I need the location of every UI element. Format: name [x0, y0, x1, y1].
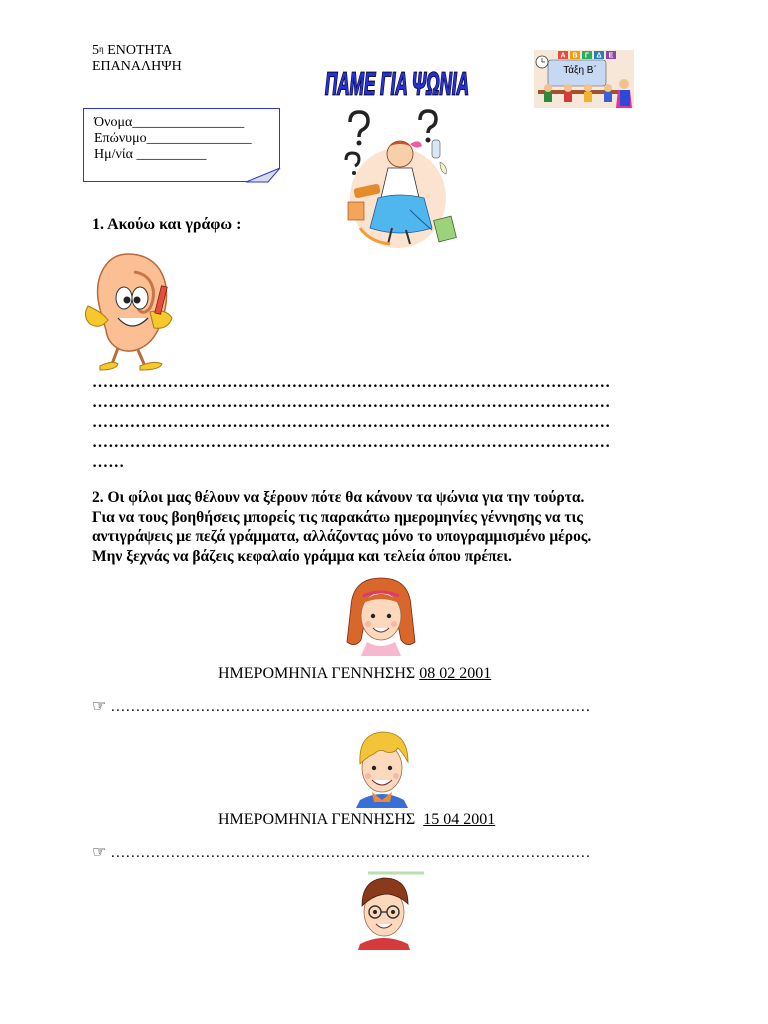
instruction-line: Μην ξεχνάς να βάζεις κεφαλαίο γράμμα και τελεία όπου πρέπει. — [92, 547, 512, 565]
class-badge-illustration — [534, 50, 634, 108]
writing-line[interactable]: …………………………………………………………………………………… — [92, 374, 611, 391]
ear-mascot-illustration — [78, 250, 178, 372]
unit-number: 5 — [92, 43, 99, 58]
letter-block-label: A — [560, 52, 566, 60]
birth-date-label: ΗΜΕΡΟΜΗΝΙΑ ΓΕΝΝΗΣΗΣ — [218, 811, 416, 828]
instruction-line: αντιγράψεις με πεζά γράμματα, αλλάζοντας μόνο το υπογραμμισμένο μέρος. — [92, 528, 592, 546]
birth-date-value: 08 02 2001 — [419, 665, 492, 682]
name-field[interactable]: Όνομα________________ — [94, 115, 245, 130]
boy-with-glasses-portrait — [344, 870, 424, 950]
date-field[interactable]: Ημ/νία __________ — [94, 147, 207, 162]
writing-line[interactable]: …………………………………………………………………………………… — [92, 414, 611, 431]
page-curl-icon — [246, 168, 280, 182]
girl-portrait — [341, 576, 421, 656]
letter-block-label: B — [572, 52, 578, 60]
birth-date-value: 15 04 2001 — [423, 811, 496, 828]
student-info-box — [83, 108, 280, 182]
surname-field[interactable]: Επώνυμο_______________ — [94, 131, 252, 146]
confused-shopper-illustration — [340, 110, 465, 250]
unit-number-sup: η — [99, 44, 104, 54]
review-label: ΕΠΑΝΑΛΗΨΗ — [92, 59, 182, 74]
letter-block-label: E — [608, 52, 614, 60]
letter-block-label: Γ — [584, 52, 590, 60]
birth-date-row — [218, 811, 495, 829]
birth-date-label: ΗΜΕΡΟΜΗΝΙΑ ΓΕΝΝΗΣΗΣ — [218, 665, 416, 682]
class-label: Τάξη Β΄ — [563, 65, 597, 76]
writing-line[interactable]: …… — [92, 454, 125, 471]
instruction-line: 2. Οι φίλοι μας θέλουν να ξέρουν πότε θα κάνουν τα ψώνια για την τούρτα. — [92, 489, 585, 506]
answer-line — [92, 696, 590, 716]
blond-boy-portrait — [344, 728, 424, 808]
unit-header — [92, 43, 182, 75]
instruction-line: Για να τους βοηθήσεις μπορείς τις παρακάτω ημερομηνίες γέννησης να τις — [92, 508, 583, 526]
writing-line[interactable]: …………………………………………………………………………………… — [92, 394, 611, 411]
pointing-hand-icon: ☞ — [92, 842, 107, 861]
writing-line[interactable]: …………………………………………………………………………………… — [92, 434, 611, 451]
answer-dots[interactable]: …………………………………………………………………………………… — [110, 845, 591, 861]
page-title — [322, 68, 472, 102]
answer-line — [92, 842, 590, 862]
page-title-text: ΠΑΜΕ ΓΙΑ ΨΩΝΙΑ — [325, 67, 469, 102]
pointing-hand-icon: ☞ — [92, 696, 107, 715]
letter-block-label: Δ — [596, 52, 602, 60]
answer-dots[interactable]: …………………………………………………………………………………… — [110, 699, 591, 715]
birth-date-row — [218, 665, 491, 683]
exercise-1-heading: 1. Ακούω και γράφω : — [92, 216, 242, 233]
writing-lines — [92, 373, 682, 473]
exercise-2-instructions — [92, 488, 692, 566]
unit-word: ΕΝΟΤΗΤΑ — [107, 43, 173, 58]
